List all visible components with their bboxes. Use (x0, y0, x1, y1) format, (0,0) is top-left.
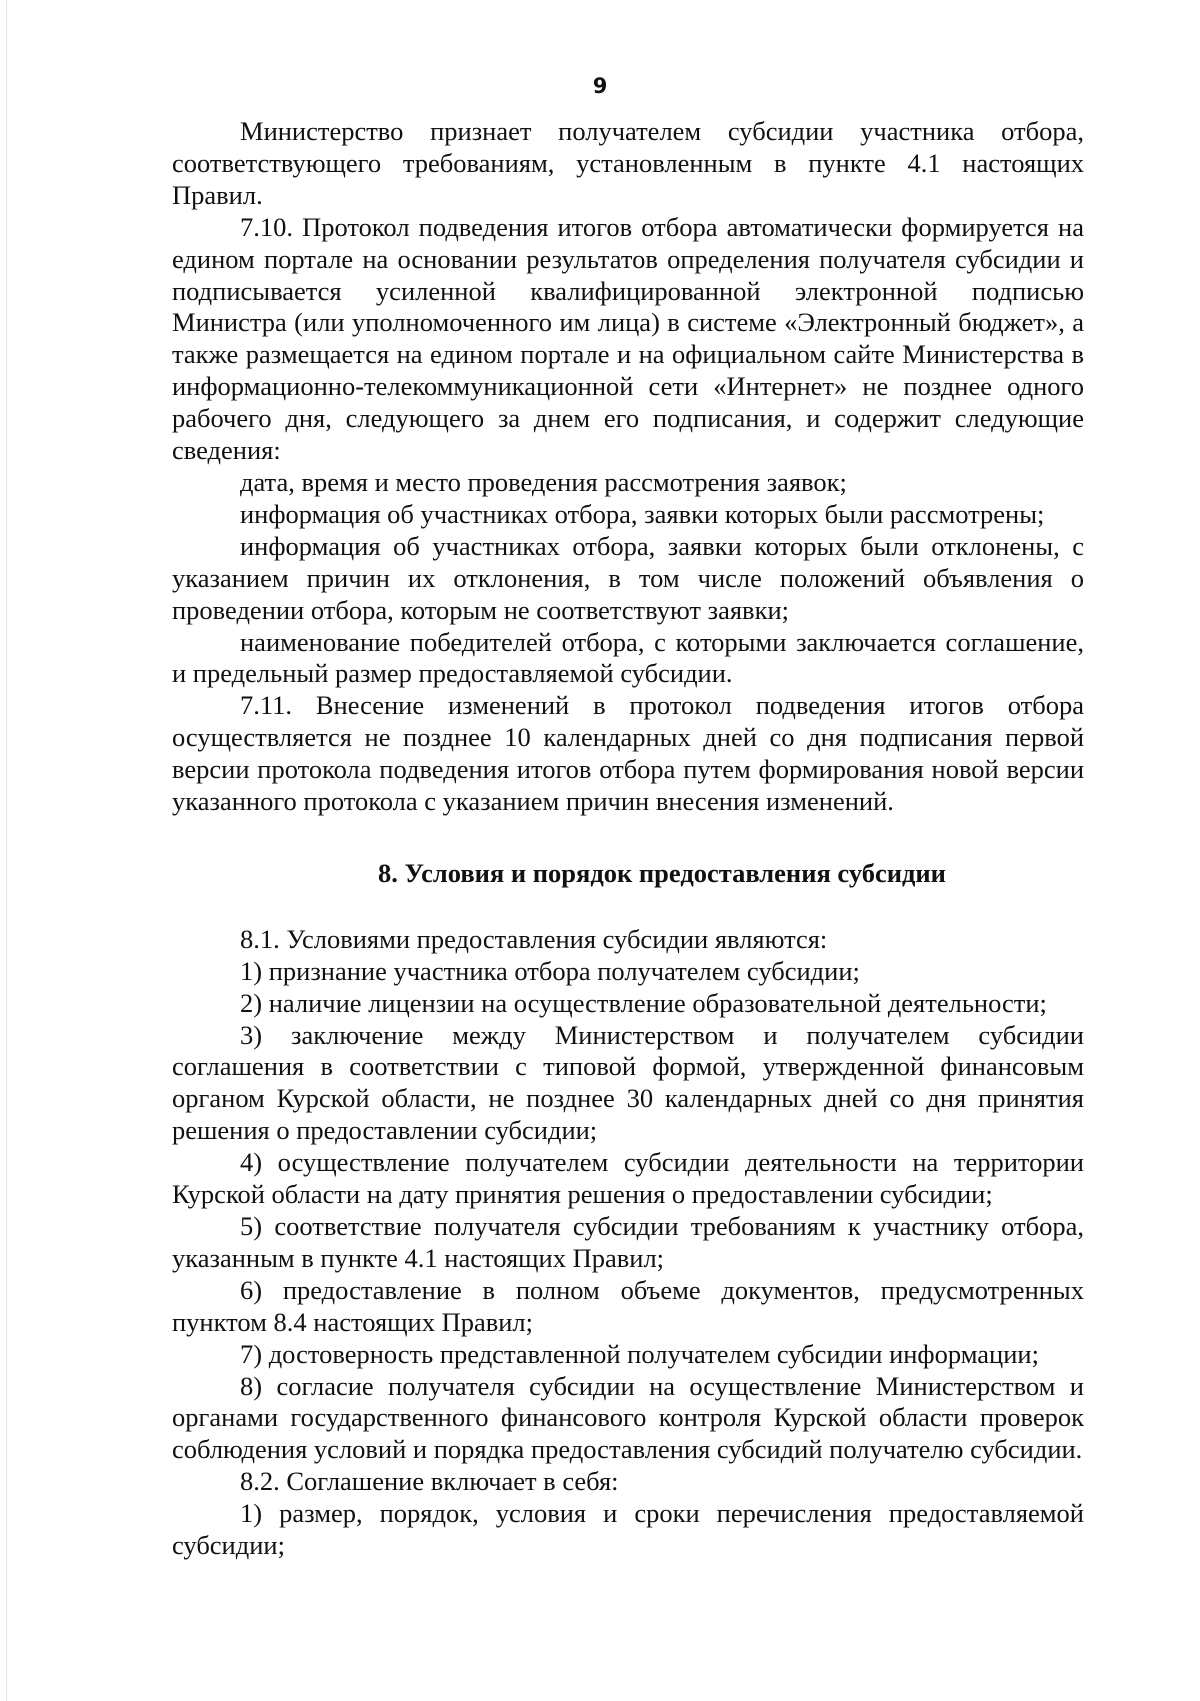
list-item: 1) признание участника отбора получателем субсидии; (240, 955, 860, 986)
document-body (172, 116, 1084, 1562)
paragraph: Министерство признает получателем субсидии участника отбора, соответствующего требованиям, установленным в пункте 4.1 настоящих Правил. (172, 116, 1084, 210)
section-heading: 8. Условия и порядок предоставления субсидии (378, 857, 946, 888)
paragraph: информация об участниках отбора, заявки которых были рассмотрены; (240, 498, 1045, 529)
list-item: 1) размер, порядок, условия и сроки перечисления предоставляемой субсидии; (172, 1498, 1084, 1561)
list-item: 8) согласие получателя субсидии на осуществление Министерством и органами государственного финансового контроля Курской области проверок соблюдения условий и порядка предоставления субсидий получателю субсидии. (172, 1370, 1084, 1465)
page-number: 9 (592, 74, 608, 98)
paragraph: дата, время и место проведения рассмотрения заявок; (240, 466, 847, 497)
paragraph: 7.11. Внесение изменений в протокол подведения итогов отбора осуществляется не позднее 10 календарных дней со дня подписания первой версии протокола подведения итогов отбора путем формирования новой версии указанного протокола с указанием причин внесения изменений. (172, 690, 1084, 817)
list-item: 4) осуществление получателем субсидии деятельности на территории Курской области на дату принятия решения о предоставлении субсидии; (172, 1147, 1084, 1210)
paragraph: 8.1. Условиями предоставления субсидии являются: (240, 923, 828, 954)
list-item: 2) наличие лицензии на осуществление образовательной деятельности; (240, 987, 1047, 1018)
page-edge (6, 0, 7, 1701)
paragraph: наименование победителей отбора, с которыми заключается соглашение, и предельный размер предоставляемой субсидии. (172, 626, 1084, 689)
list-item: 5) соответствие получателя субсидии требованиям к участнику отбора, указанным в пункте 4.1 настоящих Правил; (172, 1211, 1084, 1273)
list-item: 6) предоставление в полном объеме документов, предусмотренных пунктом 8.4 настоящих Правил; (172, 1274, 1084, 1337)
paragraph: 7.10. Протокол подведения итогов отбора автоматически формируется на едином портале на основании результатов определения получателя субсидии и подписывается усиленной квалифицированной электронной подписью Министра (или уполномоченного им лица) в системе «Электронный бюджет», а также размещается на едином портале и на официальном сайте Министерства в информационно-телекоммуникационной сети «Интернет» не позднее одного рабочего дня, следующего за днем его подписания, и содержит следующие сведения: (172, 211, 1084, 466)
paragraph: 8.2. Соглашение включает в себя: (240, 1466, 619, 1497)
paragraph: информация об участниках отбора, заявки которых были отклонены, с указанием причин их отклонения, в том числе положений объявления о проведении отбора, которым не соответствуют заявки; (172, 530, 1084, 625)
list-item: 3) заключение между Министерством и получателем субсидии соглашения в соответствии с типовой формой, утвержденной финансовым органом Курской области, не позднее 30 календарных дней со дня принятия решения о предоставлении субсидии; (172, 1019, 1084, 1146)
list-item: 7) достоверность представленной получателем субсидии информации; (240, 1338, 1039, 1369)
